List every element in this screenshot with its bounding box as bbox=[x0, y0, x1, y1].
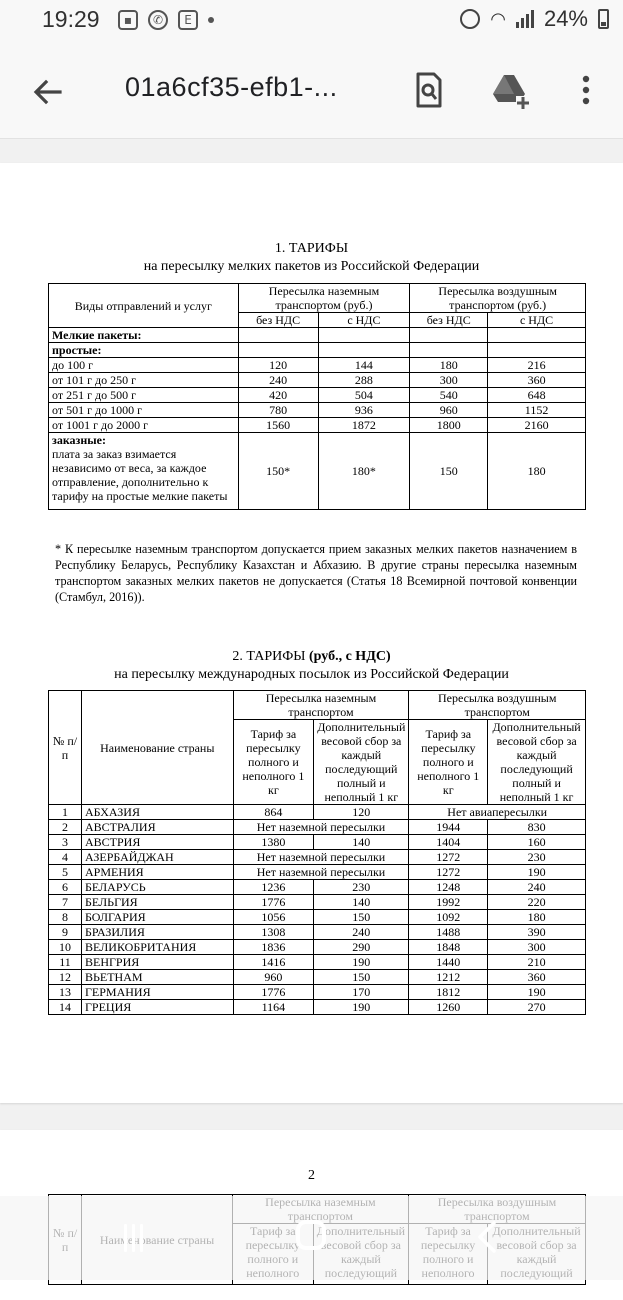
table-cell: 140 bbox=[314, 835, 409, 850]
table-cell: 210 bbox=[488, 955, 586, 970]
country-name: ГРЕЦИЯ bbox=[81, 1000, 233, 1015]
row-number: 6 bbox=[49, 880, 82, 895]
table-row bbox=[49, 955, 586, 970]
wifi-icon: ◠ bbox=[490, 8, 506, 30]
table-cell: 864 bbox=[233, 805, 314, 820]
row-number: 8 bbox=[49, 910, 82, 925]
country-name: ВЬЕТНАМ bbox=[81, 970, 233, 985]
table-cell: 230 bbox=[314, 880, 409, 895]
table-cell: 830 bbox=[488, 820, 586, 835]
nav-back-icon[interactable] bbox=[476, 1220, 498, 1254]
table-row bbox=[49, 895, 586, 910]
app-e-icon: E bbox=[178, 10, 198, 30]
row-number: 10 bbox=[49, 940, 82, 955]
footnote: * К пересылке наземным транспортом допускается прием заказных мелких пакетов назначением в Республику Беларусь, Республику Казахстан и Абхазию. В другие страны пересылка наземным транспортом заказных мелких пакетов не допускается (Статья 18 Всемирной почтовой конвенции (Стамбул, 2016)). bbox=[55, 542, 577, 604]
table-cell: 390 bbox=[488, 925, 586, 940]
registered-title: заказные: bbox=[52, 433, 106, 447]
table-cell: 1944 bbox=[409, 820, 488, 835]
table-cell: 1992 bbox=[409, 895, 488, 910]
row-number: 1 bbox=[49, 805, 82, 820]
header-tariff: Тариф за пересылку полного и неполного 1 кг bbox=[409, 720, 488, 805]
alarm-icon bbox=[460, 9, 480, 29]
table-cell: 1056 bbox=[233, 910, 314, 925]
table-cell: 1260 bbox=[409, 1000, 488, 1015]
row-number: 3 bbox=[49, 835, 82, 850]
table-cell: 960 bbox=[410, 403, 488, 418]
table-cell: 150 bbox=[314, 970, 409, 985]
table-cell: 1812 bbox=[409, 985, 488, 1000]
table-cell: 1488 bbox=[409, 925, 488, 940]
country-name: АВСТРИЯ bbox=[81, 835, 233, 850]
table-cell: 150 bbox=[410, 433, 488, 510]
table-row bbox=[49, 403, 586, 418]
row-number: 5 bbox=[49, 865, 82, 880]
drive-add-icon[interactable] bbox=[490, 70, 530, 110]
table-cell: 190 bbox=[314, 1000, 409, 1015]
table-cell: 1272 bbox=[409, 865, 488, 880]
table-cell: 190 bbox=[314, 955, 409, 970]
table-cell: 1440 bbox=[409, 955, 488, 970]
table-cell: 1152 bbox=[488, 403, 586, 418]
table-cell: 1560 bbox=[238, 418, 318, 433]
row-number: 4 bbox=[49, 850, 82, 865]
table-cell: 180 bbox=[488, 910, 586, 925]
battery-icon bbox=[598, 9, 609, 29]
recent-apps-icon[interactable] bbox=[124, 1224, 152, 1252]
table-cell: 288 bbox=[318, 373, 410, 388]
header-tariff: Тариф за пересылку полного и неполного 1 кг bbox=[233, 720, 314, 805]
header-vat: с НДС bbox=[318, 313, 410, 328]
row-label: от 1001 г до 2000 г bbox=[49, 418, 239, 433]
table-cell: 648 bbox=[488, 388, 586, 403]
header-ground: Пересылка наземным транспортом (руб.) bbox=[238, 284, 410, 313]
document-search-icon[interactable] bbox=[408, 70, 448, 110]
section-2-title-units: (руб., с НДС) bbox=[309, 649, 391, 664]
table-cell: 1776 bbox=[233, 985, 314, 1000]
table-cell: 1776 bbox=[233, 895, 314, 910]
table-row bbox=[49, 850, 586, 865]
table-row bbox=[49, 880, 586, 895]
table-row bbox=[49, 985, 586, 1000]
table-cell: 540 bbox=[410, 388, 488, 403]
table-cell: 936 bbox=[318, 403, 410, 418]
table-cell: 780 bbox=[238, 403, 318, 418]
table-cell: 120 bbox=[238, 358, 318, 373]
more-notifications-icon bbox=[208, 17, 214, 23]
table-row bbox=[49, 1000, 586, 1015]
table-row bbox=[49, 388, 586, 403]
country-name: АБХАЗИЯ bbox=[81, 805, 233, 820]
table-cell: 1404 bbox=[409, 835, 488, 850]
table-cell: 290 bbox=[314, 940, 409, 955]
table-cell: 1836 bbox=[233, 940, 314, 955]
country-name: БРАЗИЛИЯ bbox=[81, 925, 233, 940]
row-label: от 101 г до 250 г bbox=[49, 373, 239, 388]
table-cell: 960 bbox=[233, 970, 314, 985]
table-cell: 2160 bbox=[488, 418, 586, 433]
header-air: Пересылка воздушным транспортом (руб.) bbox=[410, 284, 586, 313]
home-icon[interactable] bbox=[296, 1220, 326, 1250]
arrow-back-icon[interactable] bbox=[28, 72, 68, 112]
header-services: Виды отправлений и услуг bbox=[49, 284, 239, 328]
table-cell: 1416 bbox=[233, 955, 314, 970]
table-cell: 140 bbox=[314, 895, 409, 910]
table-row bbox=[49, 835, 586, 850]
header-country: Наименование страны bbox=[81, 691, 233, 805]
table-row bbox=[49, 358, 586, 373]
table-cell: 150* bbox=[238, 433, 318, 510]
table-cell: 1800 bbox=[410, 418, 488, 433]
table-row bbox=[49, 970, 586, 985]
table-cell: 190 bbox=[488, 985, 586, 1000]
app-bar bbox=[0, 44, 623, 139]
table-cell: 1092 bbox=[409, 910, 488, 925]
table-cell: 300 bbox=[410, 373, 488, 388]
table-cell: 1272 bbox=[409, 850, 488, 865]
header-num: № п/п bbox=[49, 691, 82, 805]
navigation-bar bbox=[0, 1196, 623, 1280]
small-packets-table bbox=[48, 283, 586, 510]
country-name: БОЛГАРИЯ bbox=[81, 910, 233, 925]
notification-icons bbox=[118, 10, 214, 30]
section-1-title: 1. ТАРИФЫ bbox=[274, 241, 349, 256]
table-row bbox=[49, 373, 586, 388]
country-name: АВСТРАЛИЯ bbox=[81, 820, 233, 835]
table-row bbox=[49, 925, 586, 940]
table-cell: 220 bbox=[488, 895, 586, 910]
signal-icon bbox=[516, 10, 534, 28]
row-label: от 251 г до 500 г bbox=[49, 388, 239, 403]
section-2-title bbox=[0, 649, 623, 665]
header-extra: Дополнительный весовой сбор за каждый последующий полный и неполный 1 кг bbox=[488, 720, 586, 805]
country-name: ВЕЛИКОБРИТАНИЯ bbox=[81, 940, 233, 955]
row-number: 7 bbox=[49, 895, 82, 910]
table-cell: 120 bbox=[314, 805, 409, 820]
header-novat: без НДС bbox=[238, 313, 318, 328]
gallery-icon: ▪ bbox=[118, 10, 138, 30]
table-cell: 230 bbox=[488, 850, 586, 865]
table-cell: 1248 bbox=[409, 880, 488, 895]
row-number: 11 bbox=[49, 955, 82, 970]
no-ground-note: Нет наземной пересылки bbox=[233, 850, 409, 865]
registered-cell bbox=[49, 433, 239, 510]
header-ground: Пересылка наземным транспортом bbox=[233, 691, 409, 720]
row-number: 13 bbox=[49, 985, 82, 1000]
table-cell: 1164 bbox=[233, 1000, 314, 1015]
table-cell: 190 bbox=[488, 865, 586, 880]
row-number: 14 bbox=[49, 1000, 82, 1015]
no-air-note: Нет авиапересылки bbox=[409, 805, 586, 820]
battery-percent: 24% bbox=[543, 6, 588, 31]
table-cell: 150 bbox=[314, 910, 409, 925]
row-label: от 501 г до 1000 г bbox=[49, 403, 239, 418]
system-icons bbox=[460, 6, 609, 32]
no-ground-note: Нет наземной пересылки bbox=[233, 865, 409, 880]
row-number: 2 bbox=[49, 820, 82, 835]
table-cell: 1848 bbox=[409, 940, 488, 955]
country-name: АЗЕРБАЙДЖАН bbox=[81, 850, 233, 865]
table-cell: 1236 bbox=[233, 880, 314, 895]
no-ground-note: Нет наземной пересылки bbox=[233, 820, 409, 835]
row-label: до 100 г bbox=[49, 358, 239, 373]
header-air: Пересылка воздушным транспортом bbox=[409, 691, 586, 720]
table-row bbox=[49, 418, 586, 433]
table-cell: 216 bbox=[488, 358, 586, 373]
table-row bbox=[49, 940, 586, 955]
header-vat: с НДС bbox=[488, 313, 586, 328]
table-cell: 170 bbox=[314, 985, 409, 1000]
country-name: АРМЕНИЯ bbox=[81, 865, 233, 880]
table-cell: 300 bbox=[488, 940, 586, 955]
group-small-packets: Мелкие пакеты: bbox=[49, 328, 239, 343]
table-cell: 1308 bbox=[233, 925, 314, 940]
group-simple: простые: bbox=[49, 343, 239, 358]
more-vert-icon[interactable] bbox=[566, 70, 606, 110]
table-cell: 420 bbox=[238, 388, 318, 403]
table-cell: 180 bbox=[488, 433, 586, 510]
table-cell: 360 bbox=[488, 373, 586, 388]
table-cell: 240 bbox=[238, 373, 318, 388]
table-cell: 270 bbox=[488, 1000, 586, 1015]
section-2-subtitle: на пересылку международных посылок из Российской Федерации bbox=[114, 667, 509, 682]
page-number: 2 bbox=[308, 1168, 315, 1183]
row-number: 9 bbox=[49, 925, 82, 940]
table-cell: 240 bbox=[314, 925, 409, 940]
header-novat: без НДС bbox=[410, 313, 488, 328]
table-row bbox=[49, 805, 586, 820]
parcels-table bbox=[48, 690, 586, 1015]
registered-text: плата за заказ взимается независимо от веса, за каждое отправление, дополнительно к тарифу на простые мелкие пакеты bbox=[52, 447, 228, 503]
table-row bbox=[49, 820, 586, 835]
table-cell: 160 bbox=[488, 835, 586, 850]
table-cell: 180 bbox=[410, 358, 488, 373]
country-name: ВЕНГРИЯ bbox=[81, 955, 233, 970]
status-time: 19:29 bbox=[42, 6, 100, 32]
country-name: ГЕРМАНИЯ bbox=[81, 985, 233, 1000]
table-cell: 240 bbox=[488, 880, 586, 895]
table-cell: 1872 bbox=[318, 418, 410, 433]
table-cell: 1212 bbox=[409, 970, 488, 985]
table-cell: 360 bbox=[488, 970, 586, 985]
table-cell: 144 bbox=[318, 358, 410, 373]
section-1-subtitle: на пересылку мелких пакетов из Российской Федерации bbox=[143, 259, 480, 274]
table-row bbox=[49, 865, 586, 880]
section-2-title-main: 2. ТАРИФЫ bbox=[232, 649, 310, 664]
table-cell: 504 bbox=[318, 388, 410, 403]
table-cell: 180* bbox=[318, 433, 410, 510]
document-title: 01a6cf35-efb1-... bbox=[125, 72, 338, 102]
document-page-1[interactable] bbox=[0, 163, 623, 1103]
whatsapp-icon: ✆ bbox=[148, 10, 168, 30]
status-bar bbox=[0, 0, 623, 44]
table-row bbox=[49, 910, 586, 925]
row-number: 12 bbox=[49, 970, 82, 985]
country-name: БЕЛЬГИЯ bbox=[81, 895, 233, 910]
table-cell: 1380 bbox=[233, 835, 314, 850]
header-extra: Дополнительный весовой сбор за каждый последующий полный и неполный 1 кг bbox=[314, 720, 409, 805]
country-name: БЕЛАРУСЬ bbox=[81, 880, 233, 895]
